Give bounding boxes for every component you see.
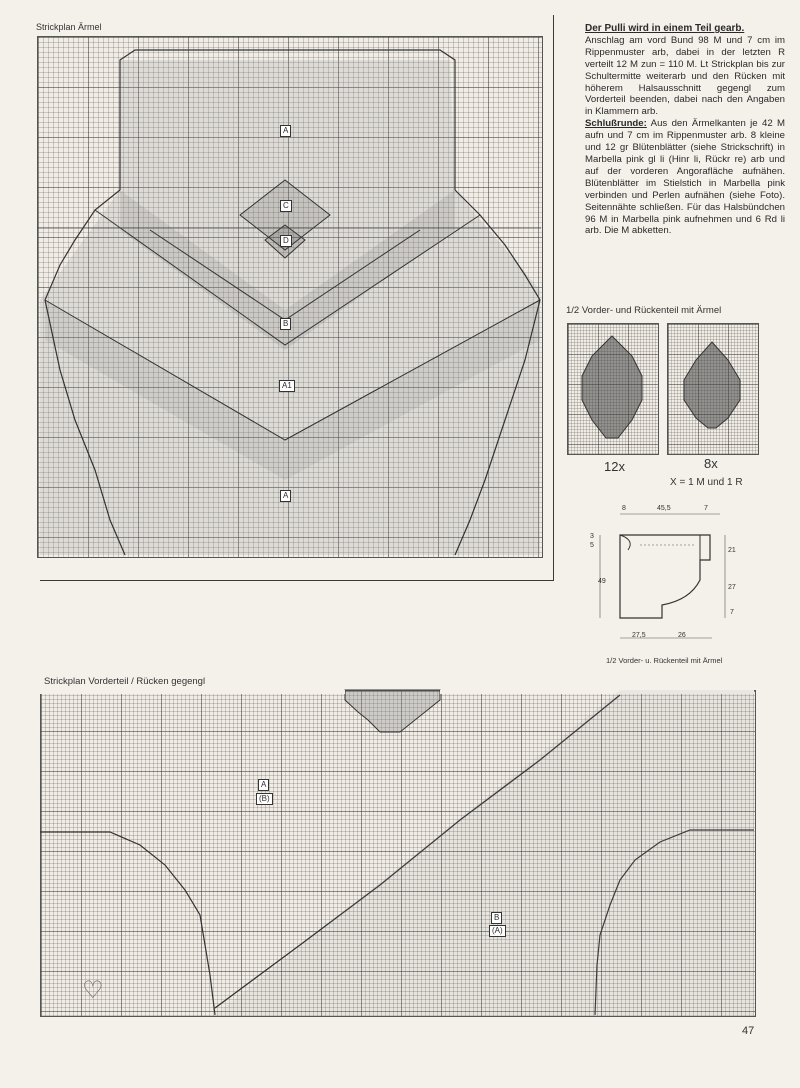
zone-label-d: D (280, 235, 292, 247)
body-zone-left-top: A (258, 779, 269, 791)
body-zone-left-bottom: (B) (256, 793, 273, 805)
zone-label-a1: A1 (279, 380, 295, 392)
large-petal-count: 12x (604, 459, 625, 474)
zone-label-a: A (280, 125, 291, 137)
dim-top-right: 7 (704, 505, 708, 512)
dim-left-total: 49 (598, 578, 606, 585)
dim-left-b: 5 (590, 542, 594, 549)
dim-bottom-right: 26 (678, 632, 686, 639)
schematic-caption: 1/2 Vorder- u. Rückenteil mit Ärmel (606, 656, 723, 665)
dim-bottom-left: 27,5 (632, 632, 646, 639)
instructions-subtitle: Schlußrunde: (585, 118, 647, 130)
zone-label-b: B (280, 318, 291, 330)
heart-icon: ♡ (82, 977, 104, 1004)
body-zone-right-bottom: (A) (489, 925, 506, 937)
sleeve-chart-caption: Strickplan Ärmel (36, 22, 102, 32)
dim-top-left: 8 (622, 505, 626, 512)
petal-charts-caption: 1/2 Vorder- und Rückenteil mit Ärmel (566, 305, 722, 316)
dim-left-a: 3 (590, 533, 594, 540)
body-zone-right-top: B (491, 912, 502, 924)
instructions-paragraph-1: Anschlag am vord Bund 98 M und 7 cm im Rippenmuster arb, dabei in der letzten R verteilt 12 M zun = 110 M. Lt Strickplan bis zur Schultermitte weiterarb und den Rücken mit höherem Halsausschnitt gegengl zum Vorderteil beenden, dabei nach den Angaben in Klammern arb. (585, 34, 785, 118)
dim-right-c: 7 (730, 609, 734, 616)
petal-legend: X = 1 M und 1 R (670, 477, 743, 488)
zone-label-a-bottom: A (280, 490, 291, 502)
dim-top-mid: 45,5 (657, 505, 671, 512)
page-number: 47 (742, 1025, 755, 1037)
dim-right-a: 21 (728, 547, 736, 554)
zone-label-c: C (280, 200, 292, 212)
instructions-title: Der Pulli wird in einem Teil gearb. (585, 23, 745, 34)
body-chart-caption: Strickplan Vorderteil / Rücken gegengl (44, 676, 206, 687)
small-petal-count: 8x (704, 456, 718, 471)
dim-right-b: 27 (728, 584, 736, 591)
instructions-paragraph-2: Aus den Ärmelkanten je 42 M aufn und 7 cm im Rippenmuster arb. 8 kleine und 12 gr Blütenblätter (siehe Strickschrift) in Marbella pink gl li (Hinr li, Rückr re) arb und auf der vorderen Angorafläche aufnähen. Blütenblätter im Stielstich in Marbella pink verbinden und Perlen aufnähen (siehe Foto). Seitennähte schließen. Für das Halsbündchen 96 M in Marbella pink aufnehmen und 6 Rd li arb. Die M abketten. (585, 118, 786, 237)
